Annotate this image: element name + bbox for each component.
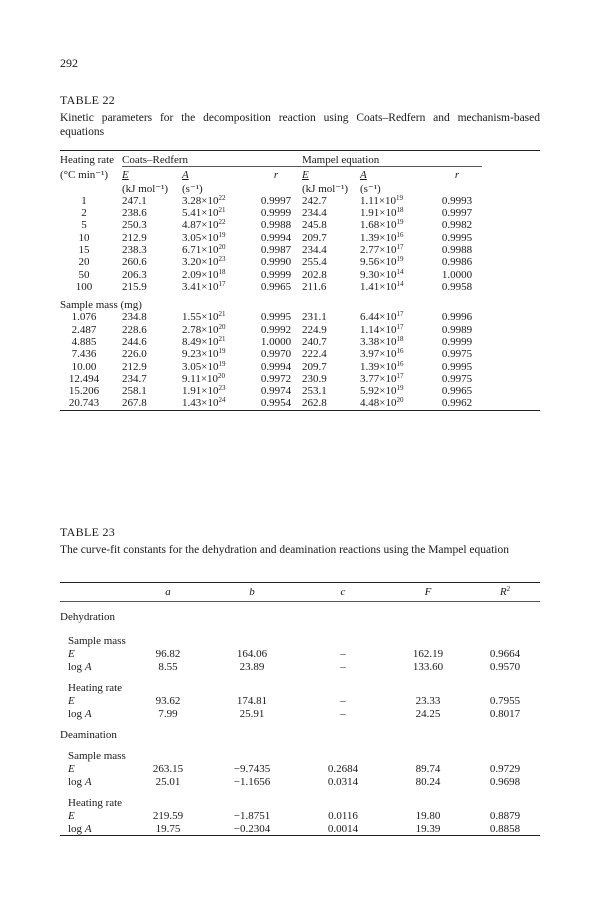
coats-redfern-header: Coats–Redfern [122,154,188,167]
a-cr-exponent: 21 [218,310,226,319]
cell-r2: 0.9729 [489,762,521,775]
a-label: A [84,660,92,673]
e-mp-cell: 222.4 [302,348,327,361]
a-mp-cell [360,373,432,385]
table22-caption: Kinetic parameters for the decomposition reaction using Coats–Redfern and mechanism-based equations [60,112,540,138]
a-cr-exponent: 22 [218,218,226,227]
e-mp-cell: 202.8 [302,268,327,281]
a-cr-cell [182,244,250,256]
e-mp-cell: 209.7 [302,231,327,244]
a-mp-exponent: 19 [396,255,404,264]
a-cr-cell [182,385,250,397]
cell-b: −0.2304 [233,822,271,835]
a-cr-cell [182,281,250,293]
cell-a: 19.75 [155,822,181,835]
r-mp-cell: 0.9962 [441,397,473,410]
a-mp-mantissa: 1.68×10 [360,219,397,232]
a-cr-mantissa: 3.05×10 [182,360,219,373]
e-cr-cell: 260.6 [122,256,147,269]
a-cr-cell [182,336,250,348]
a-mp-exponent: 16 [396,230,404,239]
a-cr-mantissa: 4.87×10 [182,219,219,232]
table-row [60,762,540,775]
dehydration-heading: Dehydration [60,611,115,623]
r-cr-cell: 1.0000 [260,336,292,348]
a-cr-mantissa: 3.41×10 [182,280,219,293]
e-cr-cell: 250.3 [122,219,147,232]
r-mp-cell: 0.9995 [441,231,473,244]
cell-a: 25.01 [155,775,181,788]
col-r2-header: R [499,586,507,598]
a-cr-mantissa: 3.05×10 [182,231,219,244]
e-mp-cell: 234.4 [302,207,327,220]
r2-superscript: 2 [506,585,511,593]
r-cr-cell: 0.9954 [260,397,292,410]
a-mp-exponent: 19 [396,193,404,202]
cell-a: 93.62 [155,694,181,707]
cell-r2: 0.9698 [489,775,521,788]
r-mp-cell: 0.9965 [441,385,473,398]
a-mp-mantissa: 6.44×10 [360,311,397,324]
heating-rate-header: Heating rate [60,154,115,167]
a-cr-exponent: 19 [218,359,226,368]
sample-mass-heading: Sample mass (mg) [60,299,142,312]
r-cr-cell: 0.9999 [260,207,292,220]
table-row [60,268,540,280]
table-row [60,694,540,707]
a-label: A [84,775,92,788]
log-label: log [68,822,85,835]
cell-c: – [340,647,346,660]
e-mp-cell: 224.9 [302,323,327,336]
a-cr-mantissa: 2.09×10 [182,268,219,281]
r-cr-cell: 0.9965 [260,280,292,293]
e-unit: (kJ mol⁻¹) [122,182,169,195]
table-row [60,809,540,822]
a-cr-cell [182,360,250,372]
a-mp-mantissa: 4.48×10 [360,397,397,410]
e-cr-cell: 247.1 [122,194,147,207]
a-cr-mantissa: 8.49×10 [182,336,219,348]
r-mp-cell: 0.9958 [441,280,473,293]
e-label: E [68,647,75,660]
a-mp-exponent: 18 [396,206,404,215]
a-cr-mantissa: 5.41×10 [182,207,219,220]
r-cr-cell: 0.9990 [260,256,292,269]
r-mp-cell: 1.0000 [441,268,473,281]
cell-r2: 0.8879 [489,809,521,822]
table-row [60,311,540,323]
cell-c: 0.0314 [327,775,359,788]
table-row [60,360,540,372]
table-row [60,231,540,243]
a-mp-exponent: 16 [396,359,404,368]
a-cr-exponent: 24 [218,396,226,405]
a-cr-exponent: 21 [218,206,226,215]
table-row [60,385,540,397]
e-mp-cell: 234.4 [302,243,327,256]
a-cr-mantissa: 2.78×10 [182,323,219,336]
a-header: A [182,169,189,182]
r-mp-cell: 0.9986 [441,256,473,269]
a-mp-cell [360,348,432,360]
a-header-mampel: A [360,169,367,182]
row-label: 12.494 [68,372,100,385]
a-mp-mantissa: 3.97×10 [360,348,397,361]
a-cr-exponent: 23 [218,255,226,264]
a-mp-mantissa: 1.39×10 [360,360,397,373]
r-cr-cell: 0.9999 [260,268,292,281]
cell-r2: 0.9664 [489,647,521,660]
a-mp-cell [360,336,432,348]
e-label: E [68,694,75,707]
e-mp-cell: 240.7 [302,336,327,348]
a-cr-mantissa: 1.91×10 [182,385,219,398]
table-row [60,195,540,207]
r-cr-cell: 0.9994 [260,360,292,373]
a-mp-mantissa: 1.41×10 [360,280,397,293]
r-mp-cell: 0.9993 [441,194,473,207]
a-mp-cell [360,207,432,219]
table-row [60,647,540,660]
e-cr-cell: 228.6 [122,323,147,336]
e-unit-mampel: (kJ mol⁻¹) [302,182,349,195]
cell-f: 19.80 [415,809,441,822]
row-label: 100 [75,280,93,293]
col-f-header: F [424,586,432,598]
cell-b: −1.8751 [233,809,271,822]
cell-f: 89.74 [415,762,441,775]
r-cr-cell: 0.9988 [260,219,292,232]
r-mp-cell: 0.9995 [441,360,473,373]
e-cr-cell: 258.1 [122,385,147,398]
e-cr-cell: 212.9 [122,231,147,244]
a-mp-exponent: 14 [396,279,404,288]
row-label: 4.885 [71,336,97,348]
a-cr-mantissa: 3.20×10 [182,256,219,269]
cell-b: −9.7435 [233,762,271,775]
row-label: 15 [78,243,90,256]
cell-c: 0.0116 [328,809,358,822]
e-cr-cell: 226.0 [122,348,147,361]
a-mp-exponent: 14 [396,267,404,276]
row-label: 15.206 [68,385,100,398]
a-cr-cell [182,256,250,268]
a-unit-mampel: (s⁻¹) [360,182,381,195]
table-row [60,324,540,336]
a-cr-mantissa: 1.55×10 [182,311,219,324]
cell-a: 263.15 [152,762,184,775]
r-mp-cell: 0.9999 [441,336,473,348]
table-row [60,207,540,219]
page-number: 292 [60,56,78,70]
table-23 [60,582,540,838]
table-row [60,373,540,385]
cell-b: −1.1656 [233,775,271,788]
row-label: 7.436 [71,348,97,361]
a-mp-exponent: 20 [396,396,404,405]
a-mp-cell [360,311,432,323]
e-cr-cell: 215.9 [122,280,147,293]
a-mp-cell [360,397,432,410]
table-row [60,219,540,231]
a-unit: (s⁻¹) [182,182,203,195]
a-cr-cell [182,373,250,385]
a-cr-exponent: 23 [218,384,226,393]
table23-caption: The curve-fit constants for the dehydration and deamination reactions using the Mampel equation [60,544,509,556]
a-mp-cell [360,324,432,336]
e-mp-cell: 253.1 [302,385,327,398]
a-cr-exponent: 17 [218,279,226,288]
cell-c: 0.2684 [327,762,359,775]
r-mp-cell: 0.9996 [441,311,473,324]
a-cr-cell [182,195,250,207]
cell-b: 164.06 [236,647,268,660]
a-cr-cell [182,231,250,243]
cell-c: – [340,660,346,673]
a-mp-exponent: 17 [396,242,404,251]
e-header: E [122,169,129,182]
heating-rate-unit: (°C min⁻¹) [60,168,109,181]
row-label [60,660,132,673]
a-cr-mantissa: 9.11×10 [182,372,219,385]
a-cr-cell [182,324,250,336]
deamination-heading: Deamination [60,728,117,741]
a-cr-exponent: 21 [218,335,226,343]
row-label: 50 [78,268,90,281]
r-cr-cell: 0.9972 [260,372,292,385]
a-mp-cell [360,281,432,293]
a-mp-mantissa: 3.77×10 [360,372,397,385]
r-mp-cell: 0.9988 [441,243,473,256]
cell-c: – [340,707,346,720]
row-label: 20.743 [68,397,100,410]
log-label: log [68,660,85,673]
a-mp-mantissa: 3.38×10 [360,336,397,348]
r-cr-cell: 0.9987 [260,243,292,256]
row-label [60,707,132,720]
table-22 [60,150,540,413]
e-cr-cell: 234.7 [122,372,147,385]
r-mp-cell: 0.9975 [441,348,473,361]
log-label: log [68,707,85,720]
row-label: 1 [81,194,87,207]
a-mp-mantissa: 5.92×10 [360,385,397,398]
row-label: 10.00 [71,360,97,373]
deamination-rate-heading: Heating rate [68,796,123,809]
a-mp-exponent: 19 [396,384,404,393]
cell-f: 162.19 [412,647,444,660]
cell-r2: 0.8017 [489,707,521,720]
a-mp-cell [360,268,432,280]
e-cr-cell: 244.6 [122,336,147,348]
a-cr-cell [182,268,250,280]
row-label: 10 [78,231,90,244]
a-mp-exponent: 17 [396,371,404,380]
a-cr-exponent: 20 [218,322,226,331]
row-label: 1.076 [71,311,97,324]
r-mp-cell: 0.9982 [441,219,473,232]
table23-label: TABLE 23 [60,525,116,539]
col-a-header: a [165,586,171,598]
cell-f: 80.24 [415,775,441,788]
dehydration-rate-heading: Heating rate [68,681,123,694]
table-row [60,397,540,410]
cell-b: 174.81 [236,694,268,707]
e-cr-cell: 267.8 [122,397,147,410]
cell-r2: 0.8858 [489,822,521,835]
cell-c: – [340,694,346,707]
a-mp-cell [360,219,432,231]
a-cr-cell [182,397,250,410]
cell-r2: 0.7955 [489,694,521,707]
row-label [60,647,132,660]
e-label: E [68,762,75,775]
e-mp-cell: 209.7 [302,360,327,373]
e-mp-cell: 230.9 [302,372,327,385]
r-header-mampel: r [432,167,482,182]
a-label: A [84,822,92,835]
table-row [60,244,540,256]
a-mp-exponent: 17 [396,322,404,331]
cell-f: 19.39 [415,822,441,835]
a-cr-exponent: 20 [218,242,226,251]
r-cr-cell: 0.9994 [260,231,292,244]
a-mp-mantissa: 1.11×10 [360,194,397,207]
e-cr-cell: 212.9 [122,360,147,373]
a-label: A [84,707,92,720]
r-cr-cell: 0.9992 [260,323,292,336]
e-cr-cell: 234.8 [122,311,147,324]
r-mp-cell: 0.9989 [441,323,473,336]
cell-b: 23.89 [239,660,265,673]
e-mp-cell: 242.7 [302,194,327,207]
a-cr-mantissa: 3.28×10 [182,194,219,207]
table-row [60,348,540,360]
cell-a: 219.59 [152,809,184,822]
a-mp-mantissa: 9.30×10 [360,268,397,281]
cell-c: 0.0014 [327,822,359,835]
r-cr-cell: 0.9970 [260,348,292,361]
cell-f: 24.25 [415,707,441,720]
a-mp-cell [360,195,432,207]
cell-b: 25.91 [239,707,265,720]
row-label [60,775,132,788]
row-label [60,762,132,775]
row-label: 20 [78,256,90,269]
a-mp-mantissa: 1.91×10 [360,207,397,220]
e-mp-cell: 231.1 [302,311,327,324]
a-mp-cell [360,244,432,256]
a-mp-exponent: 17 [396,310,404,319]
a-mp-cell [360,360,432,372]
table-row [60,336,540,348]
r-cr-cell: 0.9995 [260,311,292,324]
cell-f: 23.33 [415,694,441,707]
a-cr-exponent: 19 [218,347,226,356]
col-c-header: c [340,586,346,598]
row-label [60,809,132,822]
col-b-header: b [249,586,255,598]
a-mp-mantissa: 1.14×10 [360,323,397,336]
table-row [60,281,540,293]
a-mp-mantissa: 9.56×10 [360,256,397,269]
cell-a: 8.55 [158,660,178,673]
e-header-mampel: E [302,169,309,182]
a-mp-exponent: 18 [396,335,404,343]
r-cr-cell: 0.9974 [260,385,292,398]
r-cr-cell: 0.9997 [260,194,292,207]
mampel-header: Mampel equation [302,154,380,167]
table22-label: TABLE 22 [60,93,116,107]
a-mp-cell [360,385,432,397]
e-mp-cell: 211.6 [302,280,327,293]
cell-a: 7.99 [158,707,178,720]
table-row [60,822,540,836]
a-mp-mantissa: 2.77×10 [360,243,397,256]
log-label: log [68,775,85,788]
a-cr-exponent: 19 [218,230,226,239]
a-cr-mantissa: 1.43×10 [182,397,219,410]
e-label: E [68,809,75,822]
a-cr-cell [182,219,250,231]
table-row [60,256,540,268]
e-mp-cell: 245.8 [302,219,327,232]
e-cr-cell: 238.3 [122,243,147,256]
row-label [60,694,132,707]
a-mp-cell [360,231,432,243]
a-mp-cell [360,256,432,268]
deamination-mass-heading: Sample mass [68,749,126,762]
a-cr-mantissa: 9.23×10 [182,348,219,361]
e-mp-cell: 255.4 [302,256,327,269]
cell-f: 133.60 [412,660,444,673]
a-cr-exponent: 22 [218,193,226,202]
a-cr-cell [182,207,250,219]
a-cr-exponent: 20 [218,371,226,380]
e-cr-cell: 206.3 [122,268,147,281]
a-cr-cell [182,311,250,323]
table-row [60,775,540,788]
a-cr-exponent: 18 [218,267,226,276]
row-label: 5 [81,219,87,232]
e-mp-cell: 262.8 [302,397,327,410]
a-mp-exponent: 19 [396,218,404,227]
row-label [60,822,132,836]
a-cr-cell [182,348,250,360]
e-cr-cell: 238.6 [122,207,147,220]
r-header: r [250,167,302,182]
row-label: 2 [81,207,87,220]
r-mp-cell: 0.9997 [441,207,473,220]
a-cr-mantissa: 6.71×10 [182,243,219,256]
row-label: 2.487 [71,323,97,336]
r-mp-cell: 0.9975 [441,372,473,385]
table-row [60,660,540,673]
cell-a: 96.82 [155,647,181,660]
table-row [60,707,540,720]
cell-r2: 0.9570 [489,660,521,673]
a-mp-exponent: 16 [396,347,404,356]
a-mp-mantissa: 1.39×10 [360,231,397,244]
dehydration-mass-heading: Sample mass [68,634,126,647]
